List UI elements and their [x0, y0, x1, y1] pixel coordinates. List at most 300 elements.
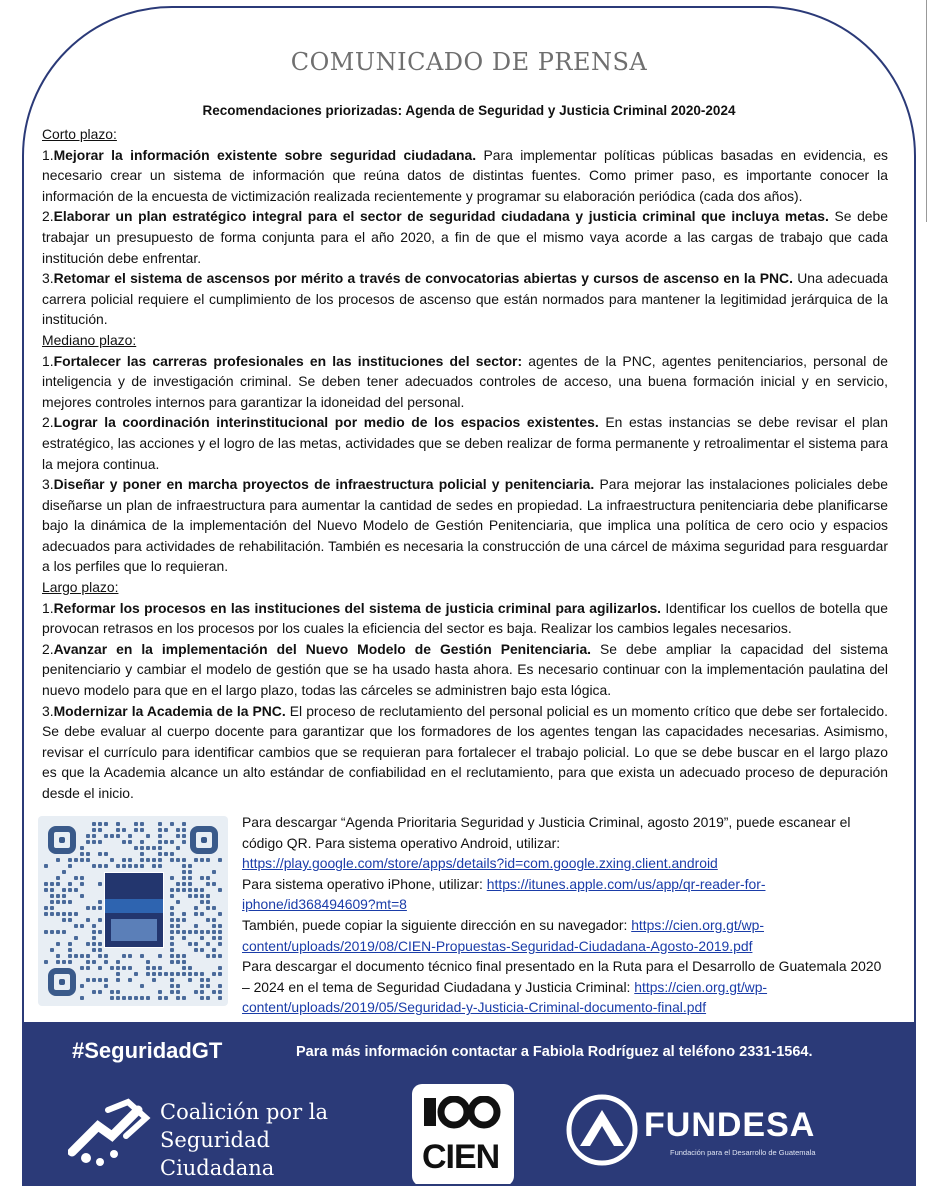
- qr-module: [182, 888, 186, 892]
- qr-module: [182, 864, 186, 868]
- qr-module: [56, 894, 60, 898]
- coalicion-logo: [68, 1088, 388, 1178]
- qr-module: [170, 840, 174, 844]
- download-instructions: [242, 812, 892, 1018]
- qr-module: [98, 918, 102, 922]
- qr-module: [98, 942, 102, 946]
- download-paragraph-2: [242, 874, 892, 915]
- qr-module: [170, 960, 174, 964]
- qr-module: [80, 996, 84, 1000]
- qr-module: [92, 924, 96, 928]
- qr-module: [104, 978, 108, 982]
- qr-module: [170, 912, 174, 916]
- section-heading: Largo plazo:: [42, 579, 119, 596]
- qr-module: [98, 822, 102, 826]
- hashtag: #SeguridadGT: [72, 1038, 223, 1063]
- qr-module: [200, 876, 204, 880]
- qr-module: [170, 852, 174, 856]
- qr-module: [140, 996, 144, 1000]
- item-number: 3.: [42, 270, 54, 287]
- qr-module: [116, 828, 120, 832]
- qr-module: [140, 864, 144, 868]
- qr-module: [110, 834, 114, 838]
- qr-module: [164, 996, 168, 1000]
- qr-module: [212, 882, 216, 886]
- download-paragraph-1: [242, 812, 892, 874]
- qr-module: [122, 858, 126, 862]
- qr-module: [86, 858, 90, 862]
- qr-module: [188, 876, 192, 880]
- qr-module: [98, 906, 102, 910]
- qr-module: [110, 858, 114, 862]
- qr-module: [146, 846, 150, 850]
- qr-module: [56, 954, 60, 958]
- qr-module: [218, 942, 222, 946]
- qr-module: [80, 954, 84, 958]
- qr-module: [218, 858, 222, 862]
- section-heading: Corto plazo:: [42, 126, 117, 142]
- qr-module: [62, 870, 66, 874]
- qr-module: [92, 936, 96, 940]
- download-text: También, puede copiar la siguiente dirección en su navegador:: [242, 916, 632, 933]
- qr-module: [134, 846, 138, 850]
- qr-module: [194, 924, 198, 928]
- list-item: [42, 351, 888, 413]
- qr-finder-bottom-left: [48, 968, 76, 996]
- qr-module: [122, 828, 126, 832]
- list-item: [42, 639, 888, 701]
- qr-module: [140, 858, 144, 862]
- qr-module: [182, 870, 186, 874]
- fundesa-emblem-icon: [566, 1094, 638, 1166]
- qr-module: [158, 858, 162, 862]
- qr-module: [182, 954, 186, 958]
- qr-module: [158, 954, 162, 958]
- qr-module: [182, 834, 186, 838]
- item-title: Fortalecer las carreras profesionales en las instituciones del sector:: [53, 352, 523, 369]
- qr-module: [74, 924, 78, 928]
- qr-module: [170, 954, 174, 958]
- qr-module: [176, 918, 180, 922]
- cien-wordmark: CIEN: [422, 1138, 500, 1176]
- qr-module: [140, 822, 144, 826]
- qr-module: [218, 912, 222, 916]
- qr-module: [176, 900, 180, 904]
- qr-module: [200, 984, 204, 988]
- qr-module: [158, 828, 162, 832]
- qr-module: [200, 996, 204, 1000]
- qr-module: [92, 990, 96, 994]
- qr-module: [128, 978, 132, 982]
- qr-module: [194, 912, 198, 916]
- qr-module: [176, 960, 180, 964]
- qr-module: [182, 966, 186, 970]
- qr-module: [50, 948, 54, 952]
- qr-module: [158, 990, 162, 994]
- qr-module: [158, 834, 162, 838]
- qr-module: [146, 966, 150, 970]
- qr-module: [146, 858, 150, 862]
- qr-module: [206, 882, 210, 886]
- page-edge-line: [926, 0, 927, 222]
- cover-photo: [111, 919, 157, 941]
- item-text: agentes de la PNC, agentes penitenciarios, personal de inteligencia y de investigación criminal. Se deben tener adecuados controles de acceso, una buena formación inicial y en servicio, mejores controles internos para garantizar la idoneidad del personal.: [42, 352, 888, 410]
- qr-module: [200, 990, 204, 994]
- qr-module: [98, 840, 102, 844]
- qr-module: [74, 912, 78, 916]
- qr-module: [62, 912, 66, 916]
- qr-center-cover-image: [104, 872, 164, 948]
- qr-module: [206, 984, 210, 988]
- cien-logo: [412, 1084, 514, 1186]
- qr-module: [176, 828, 180, 832]
- qr-module: [92, 906, 96, 910]
- item-text: Se debe trabajar un presupuesto de forma conjunta para el año 2020, a fin de que el mismo vaya acorde a las cargas de trabajo que cada institución debe enfrentar.: [42, 208, 888, 266]
- qr-module: [218, 996, 222, 1000]
- qr-module: [194, 888, 198, 892]
- qr-module: [98, 978, 102, 982]
- qr-module: [152, 966, 156, 970]
- qr-module: [50, 912, 54, 916]
- qr-module: [128, 834, 132, 838]
- qr-module: [182, 936, 186, 940]
- qr-module: [212, 924, 216, 928]
- iphone-app-link[interactable]: https://itunes.apple.com/us/app/qr-reader-for-iphone/id368494609?mt=8: [242, 875, 766, 913]
- qr-module: [92, 930, 96, 934]
- item-text: El proceso de reclutamiento del personal policial es un momento crítico que debe ser fortalecido. Se debe evaluar al cuerpo docente para garantizar que los formadores de los agentes tengan las capacidades necesarias. Asimismo, revisar el currículo para identificar cambios que se requieran para fortalecer el trabajo policial. Lo que se debe buscar en el largo plazo es que la Academia alcance un alto estándar de confiabilidad en el reclutamiento, para que exista un adecuado proceso de depuración desde el inicio.: [42, 702, 888, 801]
- qr-module: [56, 942, 60, 946]
- item-text: Para mejorar las instalaciones policiales debe diseñarse un plan de infraestructura para aumentar la cantidad de sedes en propiedad. La infraestructura penitenciaria debe planificarse bajo la dinámica de la implementación del Nuevo Modelo de Gestión Penitenciaria, que implica una política de cero ocio y espacios adecuados para actividades de rehabilitación. También es necesaria la construcción de una cárcel de máxima seguridad para resguardar a los perfiles que lo requieran.: [42, 476, 888, 575]
- qr-module: [104, 954, 108, 958]
- qr-module: [74, 936, 78, 940]
- qr-module: [122, 966, 126, 970]
- qr-module: [86, 978, 90, 982]
- item-number: 1.: [42, 146, 54, 163]
- qr-module: [170, 858, 174, 862]
- qr-module: [146, 960, 150, 964]
- qr-module: [200, 900, 204, 904]
- qr-module: [158, 996, 162, 1000]
- item-number: 1.: [42, 352, 54, 369]
- qr-module: [80, 984, 84, 988]
- qr-module: [182, 858, 186, 862]
- qr-module: [158, 846, 162, 850]
- qr-module: [218, 984, 222, 988]
- qr-module: [44, 888, 48, 892]
- coalicion-name-line: Seguridad Ciudadana: [160, 1128, 275, 1180]
- qr-module: [158, 966, 162, 970]
- qr-module: [98, 852, 102, 856]
- qr-module: [134, 972, 138, 976]
- qr-finder-top-left: [48, 826, 76, 854]
- list-item: [42, 145, 888, 207]
- list-item: [42, 206, 888, 268]
- qr-module: [140, 852, 144, 856]
- qr-module: [56, 882, 60, 886]
- qr-module: [92, 978, 96, 982]
- qr-module: [44, 960, 48, 964]
- qr-module: [128, 864, 132, 868]
- qr-module: [62, 930, 66, 934]
- qr-module: [176, 846, 180, 850]
- qr-module: [164, 852, 168, 856]
- qr-module: [176, 972, 180, 976]
- qr-module: [104, 822, 108, 826]
- item-title: Elaborar un plan estratégico integral para el sector de seguridad ciudadana y justicia criminal que incluya metas.: [53, 208, 829, 225]
- qr-module: [188, 882, 192, 886]
- qr-module: [86, 942, 90, 946]
- qr-module: [182, 960, 186, 964]
- qr-module: [212, 918, 216, 922]
- qr-module: [152, 864, 156, 868]
- qr-module: [182, 918, 186, 922]
- qr-module: [194, 906, 198, 910]
- qr-module: [170, 972, 174, 976]
- item-title: Retomar el sistema de ascensos por mérito a través de convocatorias abiertas y cursos de ascenso en la PNC.: [53, 270, 793, 287]
- qr-module: [74, 954, 78, 958]
- qr-module: [44, 930, 48, 934]
- qr-module: [92, 948, 96, 952]
- qr-module: [68, 864, 72, 868]
- qr-module: [116, 966, 120, 970]
- qr-module: [116, 990, 120, 994]
- qr-module: [74, 888, 78, 892]
- qr-module: [104, 960, 108, 964]
- qr-module: [80, 882, 84, 886]
- qr-module: [68, 954, 72, 958]
- qr-module: [98, 948, 102, 952]
- qr-module: [188, 972, 192, 976]
- qr-module: [98, 900, 102, 904]
- section-medium-term: [42, 330, 888, 577]
- section-long-term: [42, 577, 888, 804]
- qr-code[interactable]: [38, 816, 228, 1006]
- coalicion-name: [160, 1098, 388, 1182]
- qr-module: [56, 876, 60, 880]
- qr-module: [92, 822, 96, 826]
- qr-module: [146, 996, 150, 1000]
- qr-module: [92, 960, 96, 964]
- qr-module: [188, 966, 192, 970]
- qr-module: [212, 936, 216, 940]
- qr-module: [194, 942, 198, 946]
- item-text: En estas instancias se debe revisar el plan estratégico, las acciones y el logro de las metas, actividades que se deben realizar de forma permanente y retroalimentar el sistema para la mejora continua.: [42, 414, 888, 472]
- agenda-pdf-link[interactable]: https://cien.org.gt/wp-content/uploads/2019/08/CIEN-Propuestas-Seguridad-Ciudadana-Agosto-2019.pdf: [242, 916, 764, 954]
- qr-module: [200, 972, 204, 976]
- item-title: Diseñar y poner en marcha proyectos de infraestructura policial y penitenciaria.: [53, 476, 595, 493]
- qr-module: [98, 954, 102, 958]
- list-item: [42, 598, 888, 639]
- qr-module: [212, 948, 216, 952]
- qr-module: [176, 954, 180, 958]
- qr-module: [188, 894, 192, 898]
- item-title: Mejorar la información existente sobre seguridad ciudadana.: [53, 146, 477, 163]
- qr-module: [56, 912, 60, 916]
- qr-module: [74, 876, 78, 880]
- qr-module: [86, 960, 90, 964]
- qr-module: [116, 978, 120, 982]
- item-text: Identificar los cuellos de botella que provocan retrasos en los procesos por los cuales la eficiencia del sector es baja. Realizar los cambios legales necesarios.: [42, 599, 888, 637]
- qr-module: [176, 858, 180, 862]
- qr-module: [98, 930, 102, 934]
- qr-module: [80, 858, 84, 862]
- final-document-link[interactable]: https://cien.org.gt/wp-content/uploads/2019/05/Seguridad-y-Justicia-Criminal-documento-final.pdf: [242, 978, 768, 1016]
- qr-module: [194, 972, 198, 976]
- qr-module: [122, 864, 126, 868]
- qr-module: [206, 930, 210, 934]
- qr-module: [134, 822, 138, 826]
- qr-module: [62, 900, 66, 904]
- qr-module: [86, 852, 90, 856]
- qr-module: [152, 978, 156, 982]
- qr-module: [68, 942, 72, 946]
- qr-module: [92, 840, 96, 844]
- qr-module: [128, 966, 132, 970]
- qr-module: [122, 954, 126, 958]
- qr-module: [140, 954, 144, 958]
- qr-module: [206, 858, 210, 862]
- qr-module: [170, 948, 174, 952]
- qr-module: [182, 912, 186, 916]
- qr-module: [128, 996, 132, 1000]
- item-number: 2.: [42, 414, 54, 431]
- item-title: Reformar los procesos en las instituciones del sistema de justicia criminal para agilizarlos.: [53, 599, 662, 616]
- item-text: Se debe ampliar la capacidad del sistema penitenciario y cambiar el modelo de gestión que se ha usado hasta ahora. Es necesario continuar con la implementación paulatina del nuevo modelo para que en el largo plazo, todas las cárceles se administren bajo esta lógica.: [42, 640, 888, 699]
- qr-module: [200, 936, 204, 940]
- qr-module: [170, 942, 174, 946]
- qr-module: [140, 828, 144, 832]
- qr-module: [50, 888, 54, 892]
- qr-module: [182, 828, 186, 832]
- qr-module: [164, 828, 168, 832]
- qr-module: [62, 960, 66, 964]
- qr-module: [170, 978, 174, 982]
- qr-module: [218, 990, 222, 994]
- qr-module: [68, 960, 72, 964]
- qr-module: [50, 894, 54, 898]
- qr-module: [104, 864, 108, 868]
- qr-module: [188, 942, 192, 946]
- item-text: Para implementar políticas públicas basadas en evidencia, es necesario crear un sistema de información que reúna datos de distintas fuentes. Como primer paso, es importante conocer la información de la encuesta de victimización realizada recientemente y programar su elaboración periódica (cada dos años).: [42, 146, 889, 204]
- download-paragraph-4: [242, 956, 892, 1018]
- qr-module: [116, 972, 120, 976]
- qr-module: [176, 888, 180, 892]
- qr-module: [182, 840, 186, 844]
- qr-module: [80, 852, 84, 856]
- qr-module: [50, 900, 54, 904]
- qr-module: [140, 840, 144, 844]
- qr-module: [170, 990, 174, 994]
- qr-module: [158, 972, 162, 976]
- android-app-link[interactable]: https://play.google.com/store/apps/details?id=com.google.zxing.client.android: [242, 855, 718, 872]
- press-release-frame: [22, 6, 916, 1186]
- qr-module: [68, 900, 72, 904]
- qr-module: [218, 954, 222, 958]
- qr-module: [218, 930, 222, 934]
- qr-module: [212, 972, 216, 976]
- qr-module: [152, 846, 156, 850]
- qr-module: [92, 942, 96, 946]
- qr-module: [170, 930, 174, 934]
- qr-module: [194, 858, 198, 862]
- fundesa-tagline: Fundación para el Desarrollo de Guatemala: [670, 1148, 816, 1157]
- qr-module: [134, 828, 138, 832]
- list-item: [42, 474, 888, 577]
- qr-module: [128, 858, 132, 862]
- qr-module: [188, 888, 192, 892]
- qr-module: [188, 978, 192, 982]
- qr-module: [194, 930, 198, 934]
- qr-module: [92, 828, 96, 832]
- footer-band: [24, 1022, 914, 1186]
- qr-module: [152, 972, 156, 976]
- qr-module: [212, 954, 216, 958]
- qr-module: [56, 930, 60, 934]
- qr-module: [206, 894, 210, 898]
- qr-module: [98, 864, 102, 868]
- qr-module: [92, 834, 96, 838]
- qr-module: [164, 840, 168, 844]
- qr-module: [164, 972, 168, 976]
- qr-module: [158, 852, 162, 856]
- download-paragraph-3: [242, 915, 892, 956]
- qr-module: [170, 936, 174, 940]
- item-text: Una adecuada carrera policial requiere el cumplimiento de los procesos de ascenso que están normados para mantener la legitimidad jerárquica de la institución.: [42, 270, 888, 328]
- qr-module: [104, 984, 108, 988]
- qr-module: [200, 894, 204, 898]
- qr-module: [200, 978, 204, 982]
- qr-module: [50, 882, 54, 886]
- qr-module: [206, 876, 210, 880]
- qr-module: [206, 918, 210, 922]
- qr-module: [98, 882, 102, 886]
- recommendations-body: [42, 124, 888, 804]
- download-text: Para descargar “Agenda Prioritaria Seguridad y Justicia Criminal, agosto 2019”, puede escanear el código QR. Para sistema operativo Android, utilizar:: [242, 814, 851, 851]
- qr-module: [44, 912, 48, 916]
- qr-module: [170, 906, 174, 910]
- page-subtitle: Recomendaciones priorizadas: Agenda de Seguridad y Justicia Criminal 2020-2024: [202, 103, 736, 118]
- qr-module: [188, 930, 192, 934]
- qr-module: [200, 948, 204, 952]
- qr-module: [86, 954, 90, 958]
- qr-module: [116, 960, 120, 964]
- qr-module: [68, 888, 72, 892]
- qr-module: [176, 834, 180, 838]
- qr-module: [212, 990, 216, 994]
- qr-module: [200, 858, 204, 862]
- qr-module: [206, 900, 210, 904]
- qr-module: [44, 882, 48, 886]
- qr-module: [146, 834, 150, 838]
- qr-module: [218, 966, 222, 970]
- qr-module: [68, 882, 72, 886]
- qr-module: [176, 930, 180, 934]
- qr-module: [50, 930, 54, 934]
- cover-band: [105, 899, 163, 913]
- qr-module: [182, 996, 186, 1000]
- qr-module: [56, 858, 60, 862]
- qr-module: [56, 900, 60, 904]
- qr-module: [158, 822, 162, 826]
- qr-module: [146, 972, 150, 976]
- fundesa-wordmark: FUNDESA: [644, 1106, 816, 1144]
- qr-module: [200, 930, 204, 934]
- qr-module: [134, 996, 138, 1000]
- qr-module: [140, 846, 144, 850]
- qr-module: [44, 864, 48, 868]
- qr-module: [50, 906, 54, 910]
- qr-module: [116, 822, 120, 826]
